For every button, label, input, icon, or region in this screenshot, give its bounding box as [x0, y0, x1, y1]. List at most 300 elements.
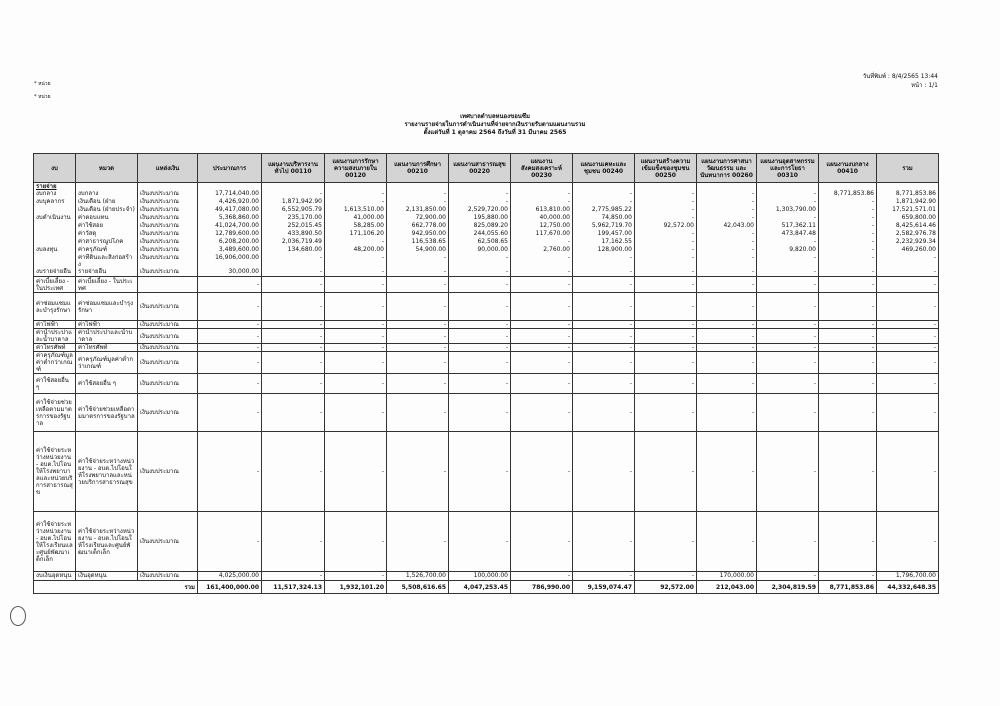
table-cell: - — [387, 329, 449, 344]
table-cell: 54,900.00 — [387, 246, 449, 254]
report-period: ตั้งแต่วันที่ 1 ตุลาคม 2564 ถึงวันที่ 31 มีนาคม 2565 — [423, 129, 567, 136]
table-cell: 2,529,720.00 — [449, 206, 511, 214]
table-cell: - — [449, 268, 511, 277]
table-cell: - — [198, 293, 262, 321]
table-cell: - — [819, 293, 877, 321]
table-cell: - — [697, 268, 757, 277]
table-cell: - — [387, 344, 449, 352]
table-cell: ค่าใช้จ่ายระหว่างหน่วยงาน - อบต.ไปโอนให้โรงเรียนและศูนย์พัฒนาเด็กเล็ก — [76, 512, 138, 572]
table-cell: - — [387, 374, 449, 394]
table-cell: - — [757, 329, 819, 344]
empty-cell — [697, 183, 757, 191]
table-cell: - — [325, 374, 387, 394]
table-cell: - — [635, 329, 697, 344]
table-cell — [34, 238, 76, 246]
table-cell: 1,796,700.00 — [877, 572, 939, 581]
table-cell: 433,890.50 — [262, 230, 325, 238]
table-cell: 9,820.00 — [757, 246, 819, 254]
table-cell: 17,521,571.01 — [877, 206, 939, 214]
table-cell: งบดำเนินงาน — [34, 214, 76, 222]
table-row — [34, 572, 939, 581]
column-header: แผนงานสังคมสงเคราะห์ 00230 — [511, 154, 573, 183]
table-cell: 2,775,985.22 — [573, 206, 635, 214]
table-cell: - — [198, 394, 262, 432]
table-cell: - — [511, 432, 573, 512]
table-cell: - — [877, 268, 939, 277]
table-cell: - — [757, 190, 819, 198]
table-cell: 128,900.00 — [573, 246, 635, 254]
total-cell: 92,572.00 — [635, 581, 697, 594]
table-cell: - — [262, 374, 325, 394]
table-cell: - — [697, 344, 757, 352]
table-cell: - — [757, 321, 819, 329]
table-cell: - — [325, 293, 387, 321]
table-cell: - — [198, 344, 262, 352]
table-row — [34, 394, 939, 432]
total-cell: 9,159,074.47 — [573, 581, 635, 594]
table-cell: เงินงบประมาณ — [138, 190, 198, 198]
table-cell: - — [449, 198, 511, 206]
table-cell: เงินงบประมาณ — [138, 230, 198, 238]
table-cell: - — [262, 293, 325, 321]
table-cell: รายจ่ายอื่น — [76, 268, 138, 277]
table-cell: - — [387, 432, 449, 512]
table-cell: - — [262, 268, 325, 277]
table-cell: - — [635, 214, 697, 222]
table-cell: - — [325, 352, 387, 374]
table-cell: - — [697, 352, 757, 374]
table-row — [34, 190, 939, 198]
table-cell: งบกลาง — [34, 190, 76, 198]
table-cell: - — [877, 254, 939, 268]
table-cell: 134,680.00 — [262, 246, 325, 254]
table-cell: เงินงบประมาณ — [138, 254, 198, 268]
table-cell: เงินเดือน (ฝ่าย — [76, 198, 138, 206]
table-row — [34, 230, 939, 238]
table-cell: - — [697, 512, 757, 572]
report-name: รายงานรายจ่ายในการดำเนินงานที่จ่ายจากเงินรายรับตามแผนงานรวม — [404, 121, 586, 128]
table-cell: - — [387, 352, 449, 374]
table-cell: - — [635, 246, 697, 254]
table-cell: เงินอุดหนุน — [76, 572, 138, 581]
table-cell: 92,572.00 — [635, 222, 697, 230]
table-cell: - — [819, 344, 877, 352]
table-cell: 100,000.00 — [449, 572, 511, 581]
table-cell: ค่าซ่อมแซมและบำรุงรักษา — [34, 293, 76, 321]
table-row — [34, 432, 939, 512]
table-cell: 12,750.00 — [511, 222, 573, 230]
table-cell: 469,260.00 — [877, 246, 939, 254]
table-cell: ค่าใช้สอย — [76, 222, 138, 230]
table-cell: เงินงบประมาณ — [138, 394, 198, 432]
table-cell: - — [198, 329, 262, 344]
table-cell: - — [198, 321, 262, 329]
table-cell: ค่าน้ำประปาและน้ำบาดาล — [34, 329, 76, 344]
table-cell: - — [449, 344, 511, 352]
total-cell: 11,517,324.13 — [262, 581, 325, 594]
table-cell: 117,670.00 — [511, 230, 573, 238]
table-cell: - — [511, 254, 573, 268]
table-row — [34, 254, 939, 268]
column-header: แผนงานอุตสาหกรรมและการโยธา 00310 — [757, 154, 819, 183]
table-cell: - — [635, 277, 697, 293]
table-cell: - — [449, 293, 511, 321]
table-cell: - — [635, 238, 697, 246]
table-cell: - — [819, 321, 877, 329]
table-cell: - — [511, 238, 573, 246]
table-cell: 235,170.00 — [262, 214, 325, 222]
table-cell: - — [573, 394, 635, 432]
table-cell: - — [387, 268, 449, 277]
table-cell: - — [819, 198, 877, 206]
table-cell: 825,089.20 — [449, 222, 511, 230]
table-cell: งบเงินอุดหนุน — [34, 572, 76, 581]
empty-cell — [511, 183, 573, 191]
table-cell: - — [387, 190, 449, 198]
table-cell: - — [449, 190, 511, 198]
table-cell: 1,871,942.90 — [877, 198, 939, 206]
table-cell: - — [635, 198, 697, 206]
table-cell: - — [697, 374, 757, 394]
table-cell: ค่าใช้จ่ายระหว่างหน่วยงาน - อบต.ไปโอนให้โรงพยาบาลและหน่วยบริการสาธารณสุข — [76, 432, 138, 512]
table-cell: - — [757, 214, 819, 222]
table-cell: 116,538.65 — [387, 238, 449, 246]
column-header: แผนงานการศึกษา 00210 — [387, 154, 449, 183]
table-cell: 41,024,700.00 — [198, 222, 262, 230]
table-cell: - — [198, 374, 262, 394]
table-cell: - — [757, 198, 819, 206]
table-cell: - — [511, 198, 573, 206]
table-cell: - — [198, 512, 262, 572]
table-cell: 4,426,920.00 — [198, 198, 262, 206]
table-cell: - — [635, 432, 697, 512]
table-cell: ค่าใช้สอยอื่น ๆ — [34, 374, 76, 394]
table-cell: - — [757, 352, 819, 374]
table-cell: 659,800.00 — [877, 214, 939, 222]
table-cell: - — [511, 293, 573, 321]
table-cell: - — [325, 344, 387, 352]
table-cell: - — [757, 512, 819, 572]
org-name: เทศบาลตำบลหนองขอนซึม — [460, 113, 530, 120]
total-cell: 8,771,853.86 — [819, 581, 877, 594]
table-cell: - — [511, 572, 573, 581]
total-cell: 44,332,648.35 — [877, 581, 939, 594]
table-cell: ค่าใช้จ่ายระหว่างหน่วยงาน - อบต.ไปโอนให้โรงพยาบาลและหน่วยบริการสาธารณสุข — [34, 432, 76, 512]
table-row — [34, 374, 939, 394]
table-cell: 244,055.60 — [449, 230, 511, 238]
table-row — [34, 198, 939, 206]
table-cell: - — [511, 512, 573, 572]
table-cell: - — [387, 293, 449, 321]
table-cell: - — [635, 512, 697, 572]
table-cell: งบบุคลากร — [34, 198, 76, 206]
page-number: หน้า : 1/1 — [911, 82, 938, 89]
column-header: แผนงานงบกลาง 00410 — [819, 154, 877, 183]
table-cell: 2,036,719.49 — [262, 238, 325, 246]
table-cell: 517,362.11 — [757, 222, 819, 230]
table-cell: - — [819, 230, 877, 238]
table-cell: 170,000.00 — [697, 572, 757, 581]
corner-mark: * หน่วย — [34, 94, 51, 100]
column-header: แผนงานสร้างความเข้มแข็งของชุมชน 00250 — [635, 154, 697, 183]
table-cell: ค่าครุภัณฑ์ — [76, 246, 138, 254]
table-row — [34, 214, 939, 222]
table-cell — [138, 277, 198, 293]
table-cell: - — [387, 512, 449, 572]
table-cell: เงินงบประมาณ — [138, 268, 198, 277]
table-cell: - — [819, 268, 877, 277]
table-cell: 8,771,853.86 — [877, 190, 939, 198]
table-cell: - — [449, 321, 511, 329]
table-cell: - — [262, 254, 325, 268]
table-row — [34, 512, 939, 572]
table-cell: - — [757, 374, 819, 394]
table-cell: - — [697, 190, 757, 198]
table-row — [34, 277, 939, 293]
table-cell: - — [635, 230, 697, 238]
table-cell: 2,131,850.00 — [387, 206, 449, 214]
table-cell: ค่าครุภัณฑ์มูลค่าต่ำกว่าเกณฑ์ — [34, 352, 76, 374]
table-cell: - — [697, 238, 757, 246]
empty-cell — [325, 183, 387, 191]
table-cell: - — [449, 352, 511, 374]
table-cell: 473,847.48 — [757, 230, 819, 238]
empty-cell — [635, 183, 697, 191]
empty-cell — [262, 183, 325, 191]
table-cell — [34, 254, 76, 268]
table-row — [34, 329, 939, 344]
table-cell: 1,526,700.00 — [387, 572, 449, 581]
empty-cell — [76, 183, 138, 191]
table-cell: - — [325, 198, 387, 206]
table-row — [34, 293, 939, 321]
table-cell: - — [757, 432, 819, 512]
table-cell: ค่าสาธารณูปโภค — [76, 238, 138, 246]
table-cell: - — [449, 277, 511, 293]
table-cell: - — [635, 254, 697, 268]
column-header: แผนงานการรักษาความสงบภายใน 00120 — [325, 154, 387, 183]
empty-cell — [198, 183, 262, 191]
table-row — [34, 222, 939, 230]
table-cell: - — [819, 394, 877, 432]
table-cell: 30,000.00 — [198, 268, 262, 277]
table-cell: 16,906,000.00 — [198, 254, 262, 268]
section-header-row — [34, 183, 939, 191]
empty-cell — [573, 183, 635, 191]
table-cell: - — [511, 190, 573, 198]
table-cell: 1,871,942.90 — [262, 198, 325, 206]
table-cell: - — [387, 198, 449, 206]
column-header: ประมาณการ — [198, 154, 262, 183]
table-cell: - — [697, 321, 757, 329]
table-cell: - — [573, 254, 635, 268]
table-cell: - — [573, 268, 635, 277]
table-cell: ค่าตอบแทน — [76, 214, 138, 222]
table-cell: 42,043.00 — [697, 222, 757, 230]
table-cell: ค่าวัสดุ — [76, 230, 138, 238]
table-cell: 2,582,976.78 — [877, 230, 939, 238]
table-row — [34, 238, 939, 246]
table-cell: เงินเดือน (ฝ่ายประจำ) — [76, 206, 138, 214]
table-cell: - — [697, 277, 757, 293]
table-cell: - — [198, 352, 262, 374]
table-cell: 1,613,510.00 — [325, 206, 387, 214]
table-cell: - — [697, 198, 757, 206]
table-cell: เงินงบประมาณ — [138, 512, 198, 572]
table-cell: - — [573, 432, 635, 512]
table-cell: - — [757, 254, 819, 268]
table-cell: - — [387, 277, 449, 293]
table-cell: - — [697, 246, 757, 254]
table-cell: 49,417,080.00 — [198, 206, 262, 214]
table-cell: - — [573, 352, 635, 374]
table-cell: 58,285.00 — [325, 222, 387, 230]
table-cell: - — [573, 277, 635, 293]
total-cell: 212,043.00 — [697, 581, 757, 594]
table-row — [34, 352, 939, 374]
table-cell: - — [697, 206, 757, 214]
table-cell: - — [325, 277, 387, 293]
table-cell: - — [697, 254, 757, 268]
expense-table — [33, 153, 939, 594]
table-cell: 62,508.65 — [449, 238, 511, 246]
table-cell: ค่าใช้จ่ายช่วยเหลือตามมาตรการของรัฐบาล — [34, 394, 76, 432]
column-header: แผนงานบริหารงานทั่วไป 00110 — [262, 154, 325, 183]
table-cell: 5,962,719.70 — [573, 222, 635, 230]
table-cell: ค่าโทรศัพท์ — [76, 344, 138, 352]
column-header: หมวด — [76, 154, 138, 183]
table-cell: ค่าครุภัณฑ์มูลค่าต่ำกว่าเกณฑ์ — [76, 352, 138, 374]
table-cell: เงินงบประมาณ — [138, 352, 198, 374]
table-cell: 3,489,600.00 — [198, 246, 262, 254]
table-cell: - — [262, 432, 325, 512]
table-cell: - — [819, 352, 877, 374]
table-cell: เงินงบประมาณ — [138, 374, 198, 394]
table-header-row — [34, 154, 939, 183]
table-cell: เงินงบประมาณ — [138, 222, 198, 230]
table-cell: งบกลาง — [76, 190, 138, 198]
table-cell: 942,950.00 — [387, 230, 449, 238]
table-cell: - — [697, 293, 757, 321]
column-header: แผนงานเคหะและชุมชน 00240 — [573, 154, 635, 183]
table-cell: - — [573, 190, 635, 198]
table-cell: เงินงบประมาณ — [138, 344, 198, 352]
total-row — [34, 581, 939, 594]
table-cell: - — [511, 277, 573, 293]
table-cell: ค่าใช้สอยอื่น ๆ — [76, 374, 138, 394]
table-cell: ค่าใช้จ่ายช่วยเหลือตามมาตรการของรัฐบาล — [76, 394, 138, 432]
table-cell: - — [325, 512, 387, 572]
table-cell: 74,850.00 — [573, 214, 635, 222]
table-cell: - — [573, 198, 635, 206]
table-cell: 6,208,200.00 — [198, 238, 262, 246]
empty-cell — [757, 183, 819, 191]
section-header: รายจ่าย — [34, 183, 76, 191]
table-cell: ค่าน้ำประปาและน้ำบาดาล — [76, 329, 138, 344]
table-cell: - — [511, 374, 573, 394]
table-cell: 1,303,790.00 — [757, 206, 819, 214]
table-cell: - — [573, 374, 635, 394]
punch-hole — [10, 606, 26, 626]
table-cell: - — [573, 344, 635, 352]
table-cell: - — [325, 238, 387, 246]
table-cell: - — [697, 329, 757, 344]
table-cell: - — [877, 352, 939, 374]
table-cell: - — [757, 572, 819, 581]
table-row — [34, 268, 939, 277]
table-cell: - — [511, 321, 573, 329]
table-cell: - — [511, 394, 573, 432]
table-cell: 5,368,860.00 — [198, 214, 262, 222]
table-cell: - — [198, 277, 262, 293]
table-cell: 252,015.45 — [262, 222, 325, 230]
table-cell: - — [877, 374, 939, 394]
table-cell: - — [262, 352, 325, 374]
table-cell: - — [325, 432, 387, 512]
table-cell: - — [819, 238, 877, 246]
table-cell: - — [262, 321, 325, 329]
table-cell: - — [877, 432, 939, 512]
table-cell: 2,232,929.34 — [877, 238, 939, 246]
print-info — [863, 72, 938, 90]
table-cell: - — [449, 512, 511, 572]
total-cell: 2,304,819.59 — [757, 581, 819, 594]
column-header: แหล่งเงิน — [138, 154, 198, 183]
table-cell: 171,106.20 — [325, 230, 387, 238]
table-cell — [34, 230, 76, 238]
table-cell: - — [262, 512, 325, 572]
table-cell — [34, 222, 76, 230]
table-cell: - — [449, 374, 511, 394]
table-cell: - — [511, 329, 573, 344]
table-cell: - — [449, 394, 511, 432]
total-cell: 5,508,616.65 — [387, 581, 449, 594]
table-row — [34, 206, 939, 214]
table-cell: 199,457.00 — [573, 230, 635, 238]
table-cell: 4,025,000.00 — [198, 572, 262, 581]
table-cell: - — [757, 344, 819, 352]
total-cell: 786,990.00 — [511, 581, 573, 594]
table-cell: เงินงบประมาณ — [138, 432, 198, 512]
table-cell: - — [325, 268, 387, 277]
table-cell: เงินงบประมาณ — [138, 214, 198, 222]
table-cell: เงินงบประมาณ — [138, 293, 198, 321]
table-cell: - — [635, 374, 697, 394]
table-cell: - — [697, 394, 757, 432]
table-cell: 48,200.00 — [325, 246, 387, 254]
table-cell: - — [877, 329, 939, 344]
total-cell: 161,400,000.00 — [198, 581, 262, 594]
corner-mark: * หน่วย — [34, 81, 51, 87]
table-cell: 2,760.00 — [511, 246, 573, 254]
table-cell: - — [635, 344, 697, 352]
table-cell: - — [819, 214, 877, 222]
table-cell: - — [819, 254, 877, 268]
table-cell: ค่าเบี้ยเลี้ยง - ในประเทศ — [34, 277, 76, 293]
table-cell: - — [757, 277, 819, 293]
table-cell: เงินงบประมาณ — [138, 321, 198, 329]
table-cell: ค่าไฟฟ้า — [34, 321, 76, 329]
table-cell: - — [325, 321, 387, 329]
table-row — [34, 246, 939, 254]
table-cell: - — [635, 321, 697, 329]
table-cell: - — [325, 190, 387, 198]
table-cell: - — [449, 432, 511, 512]
table-cell: - — [819, 206, 877, 214]
table-cell: - — [757, 394, 819, 432]
table-cell: - — [573, 329, 635, 344]
column-header: งบ — [34, 154, 76, 183]
